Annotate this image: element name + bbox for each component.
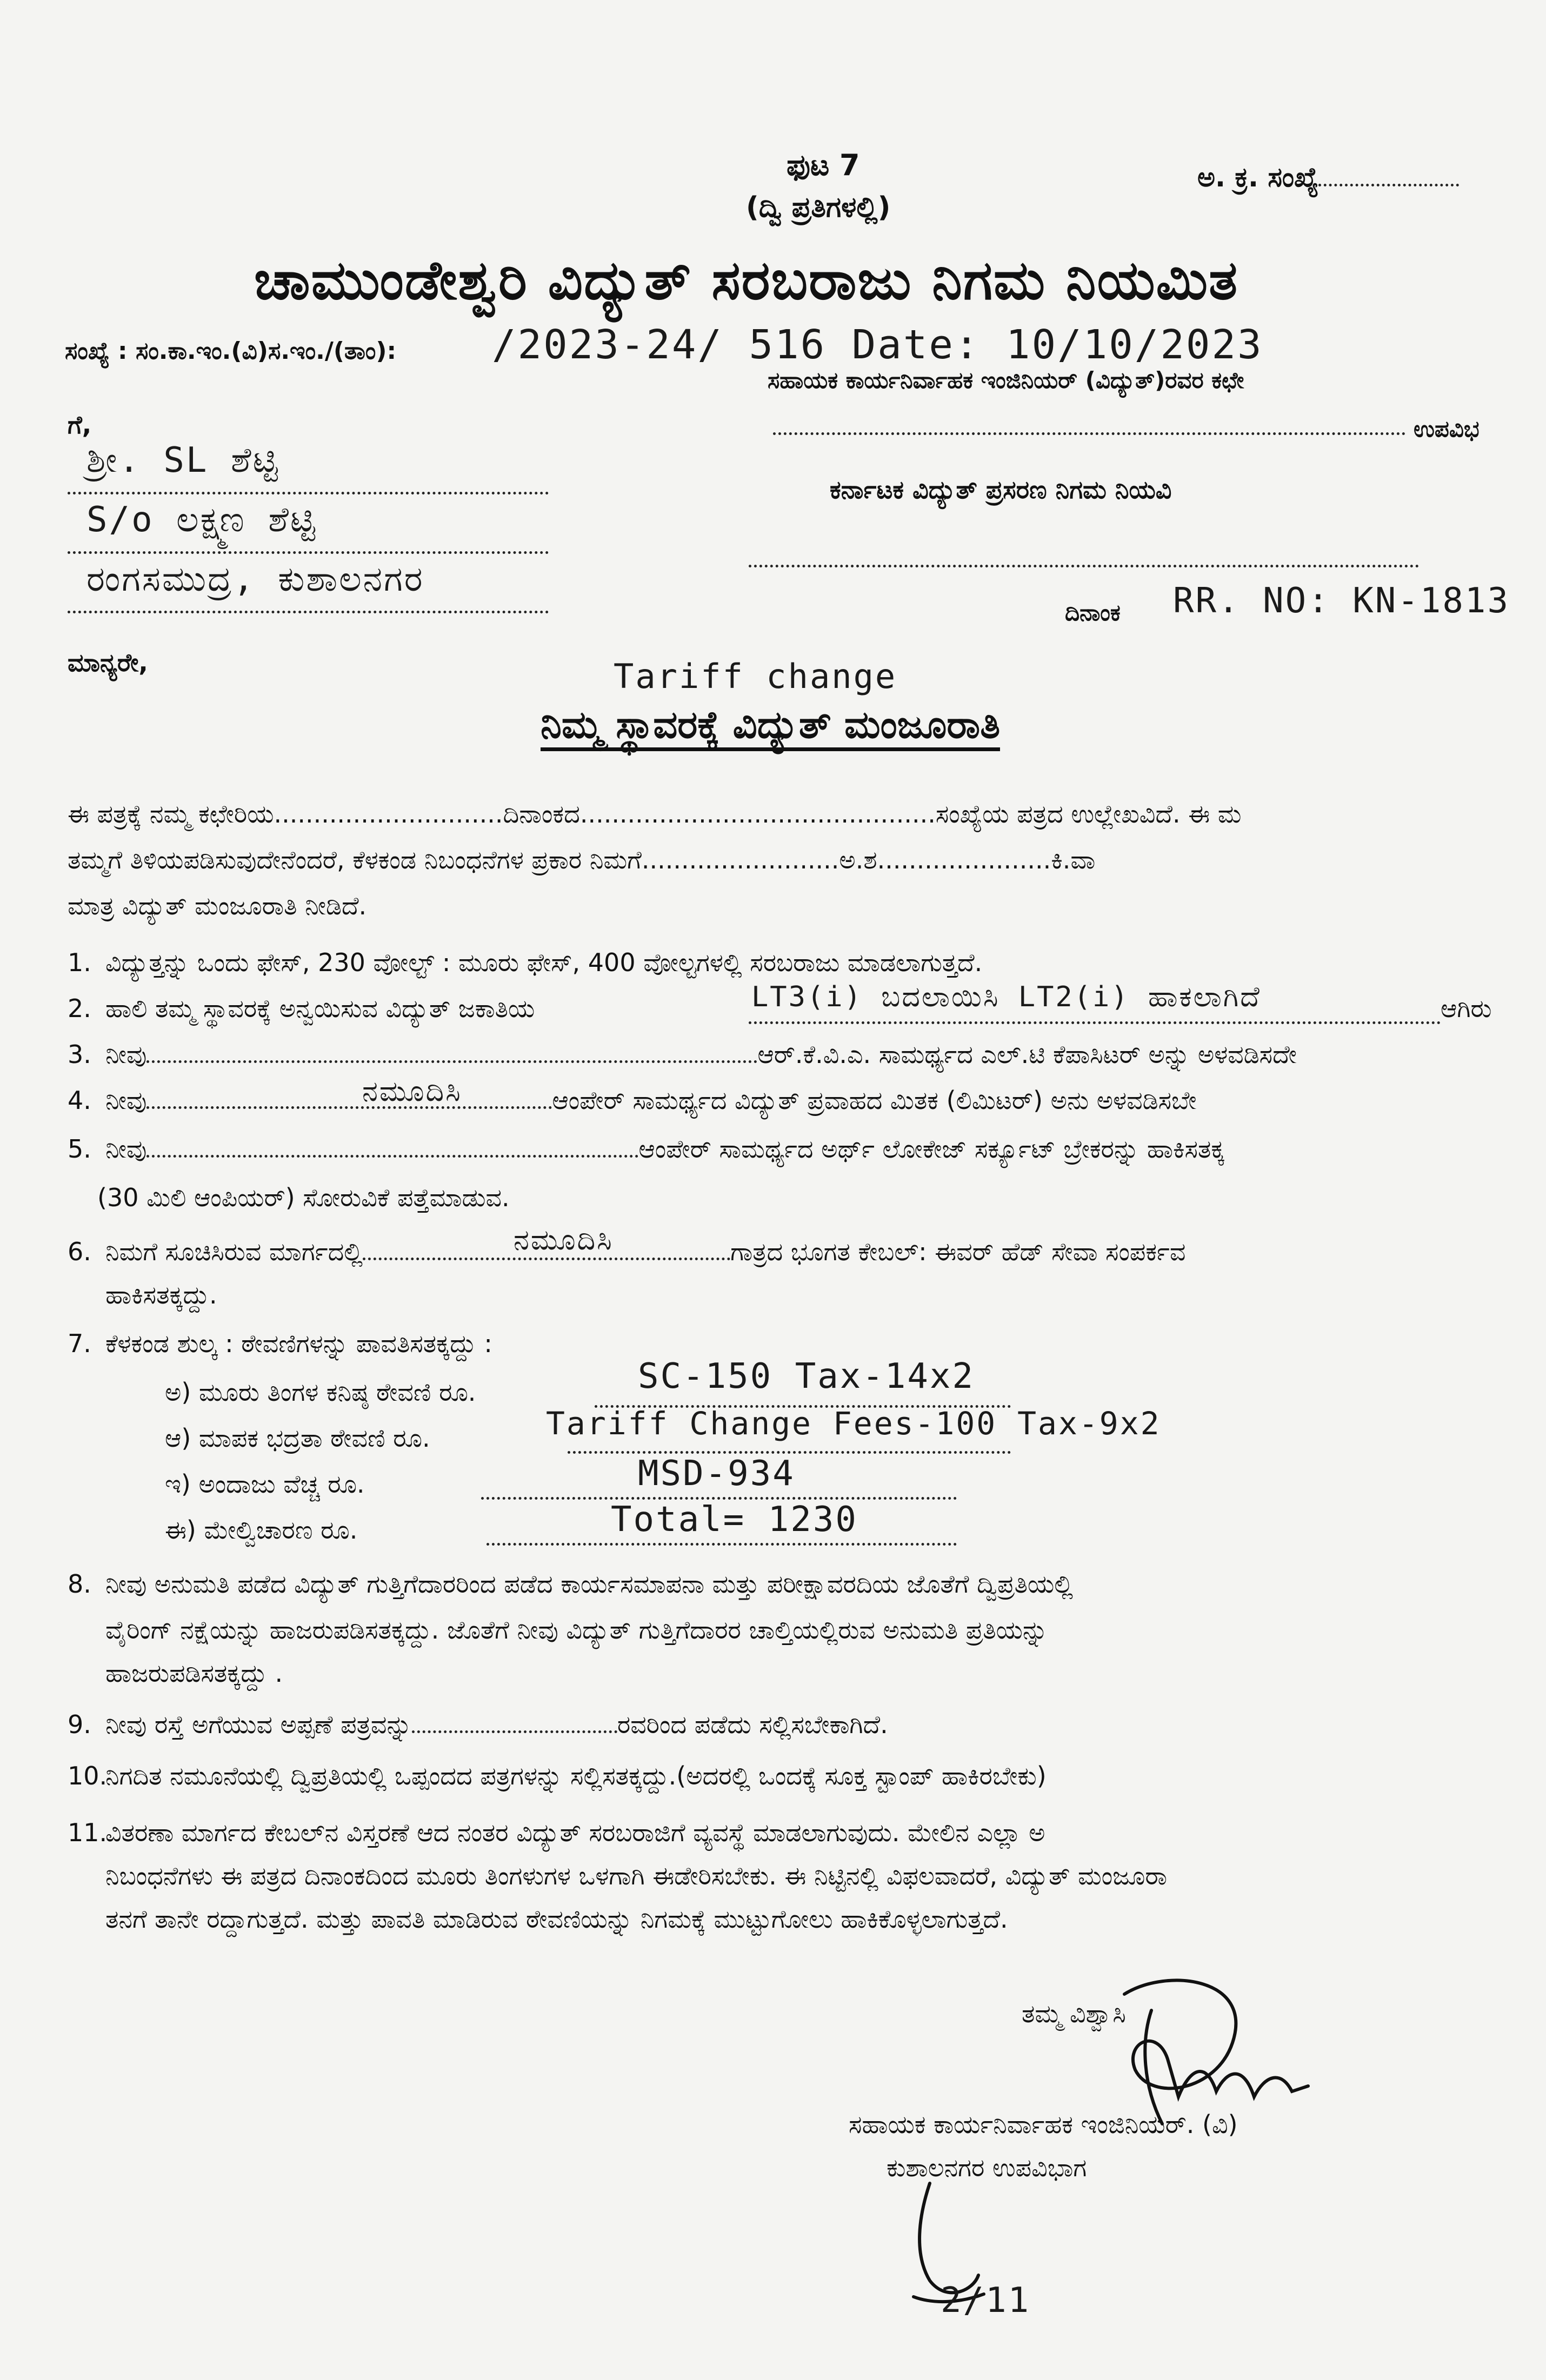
corporation-line: ಕರ್ನಾಟಕ ವಿದ್ಯುತ್ ಪ್ರಸರಣ ನಿಗಮ ನಿಯವಿ: [830, 475, 1172, 504]
officer-designation: ಸಹಾಯಕ ಕಾರ್ಯನಿರ್ವಾಹಕ ಇಂಜಿನಿಯರ್. (ವಿ): [849, 2110, 1238, 2139]
condition-5-continuation: (30 ಮಿಲಿ ಆಂಪಿಯರ್) ಸೋರುವಿಕೆ ಪತ್ತೆಮಾಡುವ.: [97, 1183, 510, 1212]
condition-11-number: 11.: [68, 1818, 108, 1847]
addressee-line-3-rule: [68, 605, 549, 616]
condition-6-suffix: ಗಾತ್ರದ ಭೂಗತ ಕೇಬಲ್: ಈವರ್ ಹೆಡ್ ಸೇವಾ ಸಂಪರ್ಕವ: [730, 1237, 1186, 1266]
condition-9-suffix: ರವರಿಂದ ಪಡೆದು ಸಲ್ಲಿಸಬೇಕಾಗಿದೆ.: [617, 1710, 888, 1739]
condition-5-text: ನೀವು: [105, 1134, 147, 1164]
condition-11-line-3: ತನಗೆ ತಾನೇ ರದ್ದಾಗುತ್ತದೆ. ಮತ್ತು ಪಾವತಿ ಮಾಡಿರುವ ಠೇವಣಿಯನ್ನು ನಿಗಮಕ್ಕೆ ಮುಟ್ಟುಗೋಲು ಹಾಕಿಕೊಳ್ಳಲಾಗುತ್ತದೆ.: [105, 1904, 1008, 1934]
condition-5-blank: [146, 1155, 638, 1158]
addressee-line-2-rule: [68, 546, 549, 556]
bottom-handwritten-note: 2/11: [941, 2281, 1031, 2321]
fee-b-handwritten: Tariff Change Fees-100 Tax-9x2: [546, 1405, 1161, 1442]
condition-6-handwritten: ನಮೂದಿಸಿ: [514, 1224, 614, 1256]
condition-1-text: ವಿದ್ಯುತ್ತನ್ನು ಒಂದು ಫೇಸ್, 230 ವೋಲ್ಟ್ : ಮೂರು ಫೇಸ್, 400 ವೋಲ್ಟಗಳಲ್ಲಿ ಸರಬರಾಜು ಮಾಡಲಾಗುತ್ತದೆ.: [105, 948, 983, 977]
condition-9-blank: [412, 1730, 617, 1733]
condition-2-handwritten: LT3(i) ಬದಲಾಯಿಸಿ LT2(i) ಹಾಕಲಾಗಿದೆ: [751, 981, 1261, 1013]
condition-10: [68, 1762, 1047, 1790]
condition-6-number: 6.: [68, 1237, 91, 1266]
addressee-line-1: ಶ್ರೀ. SL ಶೆಟ್ಟಿ: [86, 440, 280, 480]
condition-2-blank: [749, 1016, 1441, 1026]
condition-5-number: 5.: [68, 1134, 91, 1164]
addressee-line-3: ರಂಗಸಮುದ್ರ, ಕುಶಾಲನಗರ: [86, 559, 424, 599]
reference-number-handwritten: /2023-24/ 516 Date: 10/10/2023: [492, 322, 1263, 368]
intro-line-3: ಮಾತ್ರ ವಿದ್ಯುತ್ ಮಂಜೂರಾತಿ ನೀಡಿದೆ.: [68, 891, 367, 920]
condition-8-line-2: ವೈರಿಂಗ್ ನಕ್ಷೆಯನ್ನು ಹಾಜರುಪಡಿಸತಕ್ಕದ್ದು. ಜೊತೆಗೆ ನೀವು ವಿದ್ಯುತ್ ಗುತ್ತಿಗೆದಾರರ ಚಾಲ್ತಿಯಲ್ಲಿರುವ ಅನುಮತಿ ಪ್ರತಿಯನ್ನು: [105, 1615, 1048, 1644]
fee-c-label: ಇ) ಅಂದಾಜು ವೆಚ್ಚ ರೂ.: [165, 1469, 365, 1499]
condition-6: [68, 1238, 1185, 1266]
condition-4: [68, 1086, 1197, 1115]
addressee-line-1-rule: [68, 486, 549, 497]
date-label: ದಿನಾಂಕ: [1065, 599, 1121, 626]
condition-9-text: ನೀವು ರಸ್ತೆ ಅಗೆಯುವ ಅಪ್ಪಣೆ ಪತ್ರವನ್ನು: [105, 1710, 412, 1739]
condition-4-suffix: ಆಂಪೇರ್ ಸಾಮರ್ಥ್ಯದ ವಿದ್ಯುತ್ ಪ್ರವಾಹದ ಮಿತಕ (ಲಿಮಿಟರ್) ಅನು ಅಳವಡಿಸಬೇ: [552, 1086, 1197, 1115]
organization-title: ಚಾಮುಂಡೇಶ್ವರಿ ವಿದ್ಯುತ್ ಸರಬರಾಜು ನಿಗಮ ನಿಯಮಿತ: [254, 249, 1239, 312]
condition-2-text: ಹಾಲಿ ತಮ್ಮ ಸ್ಥಾವರಕ್ಕೆ ಅನ್ವಯಿಸುವ ವಿದ್ಯುತ್ ಜಕಾತಿಯ: [105, 994, 535, 1023]
subdivision-label: ಉಪವಿಭ: [1414, 416, 1480, 442]
condition-8-line-3: ಹಾಜರುಪಡಿಸತಕ್ಕದ್ದು .: [105, 1659, 283, 1688]
condition-7-text: ಕೆಳಕಂಡ ಶುಲ್ಕ : ಠೇವಣಿಗಳನ್ನು ಪಾವತಿಸತಕ್ಕದ್ದು :: [105, 1329, 492, 1358]
addressee-line-2: S/o ಲಕ್ಷ್ಮಣ ಶೆಟ್ಟಿ: [86, 500, 317, 540]
office-line: ಸಹಾಯಕ ಕಾರ್ಯನಿರ್ವಾಹಕ ಇಂಜಿನಿಯರ್ (ವಿದ್ಯುತ್)ರವರ ಕಛೇ: [768, 367, 1244, 393]
condition-6-blank: [363, 1258, 730, 1260]
condition-8-number: 8.: [68, 1569, 91, 1599]
condition-1-number: 1.: [68, 948, 91, 977]
yours-faithfully: ತಮ್ಮ ವಿಶ್ವಾಸಿ: [1022, 1999, 1126, 2028]
condition-1: [68, 948, 982, 977]
fee-a-handwritten: SC-150 Tax-14x2: [638, 1356, 975, 1396]
condition-4-blank: [146, 1106, 552, 1109]
condition-9-number: 9.: [68, 1710, 91, 1739]
condition-11-line-2: ನಿಬಂಧನೆಗಳು ಈ ಪತ್ರದ ದಿನಾಂಕದಿಂದ ಮೂರು ತಿಂಗಳುಗಳ ಒಳಗಾಗಿ ಈಡೇರಿಸಬೇಕು. ಈ ನಿಟ್ಟಿನಲ್ಲಿ ವಿಫಲವಾದರೆ, ವಿದ್ಯುತ್ ಮಂಜೂರಾ: [105, 1861, 1167, 1890]
condition-6-continuation: ಹಾಕಿಸತಕ್ಕದ್ದು.: [105, 1280, 217, 1309]
intro-line-2: ತಮ್ಮಗೆ ತಿಳಿಯಪಡಿಸುವುದೇನೆಂದರೆ, ಕೆಳಕಂಡ ನಿಬಂಧನೆಗಳ ಪ್ರಕಾರ ನಿಮಗೆ.........................ಅ.ಶ......................ಕಿ.ವಾ: [68, 845, 1096, 874]
condition-6-text: ನಿಮಗೆ ಸೂಚಿಸಿರುವ ಮಾರ್ಗದಲ್ಲಿ: [105, 1237, 363, 1266]
serial-number-field: [1197, 162, 1459, 193]
condition-5: [68, 1135, 1224, 1164]
fee-d-label: ಈ) ಮೇಲ್ವಿಚಾರಣ ರೂ.: [165, 1515, 358, 1545]
salutation: ಮಾನ್ಯರೇ,: [68, 648, 148, 677]
condition-3: [68, 1040, 1297, 1069]
condition-7: [68, 1329, 492, 1358]
condition-2-suffix: ಆಗಿರು: [1441, 994, 1492, 1023]
subject-handwritten-note: Tariff change: [614, 657, 897, 696]
condition-9: [68, 1710, 888, 1739]
fee-b-label: ಆ) ಮಾಪಕ ಭದ್ರತಾ ಠೇವಣಿ ರೂ.: [165, 1423, 430, 1453]
condition-3-suffix: ಆರ್.ಕೆ.ವಿ.ಎ. ಸಾಮರ್ಥ್ಯದ ಎಲ್.ಟಿ ಕೆಪಾಸಿಟರ್ ಅನ್ನು ಅಳವಡಿಸದೇ: [757, 1040, 1297, 1069]
condition-11: [68, 1819, 1045, 1847]
condition-3-text: ನೀವು: [105, 1040, 147, 1069]
condition-3-number: 3.: [68, 1040, 91, 1069]
blank-line: [749, 559, 1419, 570]
subdivision-blank: [773, 427, 1405, 437]
copies-note: (ದ್ವಿ ಪ್ರತಿಗಳಲ್ಲಿ): [746, 191, 891, 224]
fee-d-handwritten: Total= 1230: [611, 1500, 858, 1540]
serial-number-blank: [1318, 184, 1459, 186]
condition-7-number: 7.: [68, 1329, 91, 1358]
reference-label: ಸಂಖ್ಯೆ : ಸಂ.ಕಾ.ಇಂ.(ವಿ)ಸ.ಇಂ./(ತಾಂ):: [65, 337, 397, 365]
fee-a-label: ಅ) ಮೂರು ತಿಂಗಳ ಕನಿಷ್ಠ ಠೇವಣಿ ರೂ.: [165, 1378, 476, 1407]
condition-2: [68, 994, 535, 1023]
condition-10-text: ನಿಗದಿತ ನಮೂನೆಯಲ್ಲಿ ದ್ವಿಪ್ರತಿಯಲ್ಲಿ ಒಪ್ಪಂದದ ಪತ್ರಗಳನ್ನು ಸಲ್ಲಿಸತಕ್ಕದ್ದು.(ಅದರಲ್ಲಿ ಒಂದಕ್ಕೆ ಸೂಕ್ತ ಸ್ಟಾಂಪ್ ಹಾಕಿರಬೇಕು): [105, 1761, 1047, 1790]
condition-10-number: 10.: [68, 1761, 108, 1790]
condition-5-suffix: ಆಂಪೇರ್ ಸಾಮರ್ಥ್ಯದ ಅರ್ಥ್ ಲೋಕೇಜ್ ಸರ್ಕ್ಯೂಟ್ ಬ್ರೇಕರನ್ನು ಹಾಕಿಸತಕ್ಕ: [638, 1134, 1225, 1164]
page-label: ಫುಟ 7: [787, 148, 860, 182]
serial-number-label: ಅ. ಕ್ರ. ಸಂಖ್ಯೆ: [1197, 162, 1319, 193]
subject-line: ನಿಮ್ಮ ಸ್ಥಾವರಕ್ಕೆ ವಿದ್ಯುತ್ ಮಂಜೂರಾತಿ: [541, 703, 1000, 751]
condition-8: [68, 1570, 1073, 1599]
condition-4-text: ನೀವು: [105, 1086, 147, 1115]
condition-4-handwritten: ನಮೂದಿಸಿ: [362, 1075, 462, 1108]
officer-subdivision: ಕುಶಾಲನಗರ ಉಪವಿಭಾಗ: [887, 2153, 1087, 2182]
condition-3-blank: [146, 1060, 757, 1063]
condition-11-line-1: ವಿತರಣಾ ಮಾರ್ಗದ ಕೇಬಲ್‌ನ ವಿಸ್ತರಣೆ ಆದ ನಂತರ ವಿದ್ಯುತ್ ಸರಬರಾಜಿಗೆ ವ್ಯವಸ್ಥೆ ಮಾಡಲಾಗುವುದು. ಮೇಲಿನ ಎಲ್ಲಾ ಅ: [105, 1818, 1045, 1847]
fee-c-handwritten: MSD-934: [638, 1454, 795, 1494]
condition-8-line-1: ನೀವು ಅನುಮತಿ ಪಡೆದ ವಿದ್ಯುತ್ ಗುತ್ತಿಗೆದಾರರಿಂದ ಪಡೆದ ಕಾರ್ಯಸಮಾಪನಾ ಮತ್ತು ಪರೀಕ್ಷಾವರದಿಯ ಜೊತೆಗೆ ದ್ವಿಪ್ರತಿಯಲ್ಲಿ: [105, 1569, 1073, 1599]
date-handwritten: RR. NO: KN-1813: [1173, 581, 1510, 621]
to-label: ಗೆ,: [68, 410, 92, 439]
condition-4-number: 4.: [68, 1086, 91, 1115]
intro-line-1: ಈ ಪತ್ರಕ್ಕೆ ನಮ್ಮ ಕಛೇರಿಯ.............................ದಿನಾಂಕದ.............................................ಸಂಖ್ಯೆಯ ಪತ್ರದ ಉಲ್ಲೇಖವಿದೆ. ಈ ಮ: [68, 799, 1242, 828]
condition-2-number: 2.: [68, 994, 91, 1023]
